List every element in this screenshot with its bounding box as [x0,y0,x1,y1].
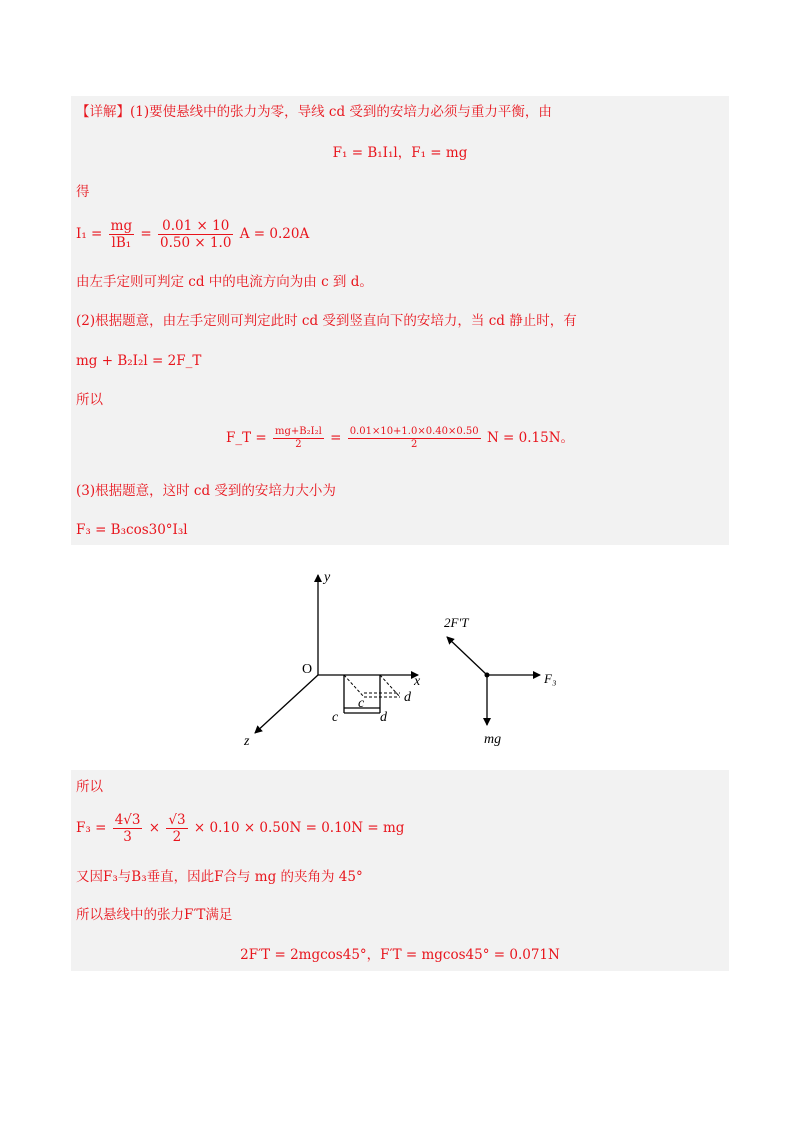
eq2-fraction-2 [158,218,233,251]
eq4-result: N = 0.15N。 [486,430,575,446]
suoyi-2: 所以 [76,779,103,795]
intro-line [76,103,552,121]
eq2-frac2-num: 0.01 × 10 [158,218,233,235]
perpendicular-line: 又因F₃与B₃垂直，因此F合与 mg 的夹角为 45° [76,869,363,885]
z-axis [255,675,318,733]
tension-arrow [447,637,487,675]
solution-block-2 [71,770,729,971]
eq6-times: × [148,820,161,836]
eq6-fraction-1 [113,812,143,845]
solution-block-1 [71,96,729,545]
eq6-fraction-2 [166,812,187,845]
eq4-fraction-1 [273,426,324,451]
eq6-lhs: F₃ = [76,820,107,836]
current-direction-line: 由左手定则可判定 cd 中的电流方向为由 c 到 d。 [76,274,373,290]
f3-label: F₃ [544,671,557,686]
equation-4 [71,426,729,451]
detail-tag: 【详解】 [76,104,130,120]
c-front-label: c [332,710,339,725]
y-label: y [324,570,331,585]
eq2-frac1-den: lB₁ [111,235,132,251]
eq4-frac2-num: 0.01×10+1.0×0.40×0.50 [349,426,479,437]
eq6-frac2-num: √3 [168,812,186,828]
tension-label: 2F′T [444,615,469,630]
tension-line: 所以悬线中的张力F′T满足 [76,907,233,923]
suoyi-1: 所以 [76,392,103,408]
c-back-label: c [358,696,365,711]
part3-line: (3)根据题意，这时 cd 受到的安培力大小为 [76,483,336,499]
equation-2 [76,218,309,251]
part2-line: (2)根据题意，由左手定则可判定此时 cd 受到竖直向下的安培力，当 cd 静止时，有 [76,313,577,329]
eq6-frac2-den: 2 [172,829,182,845]
z-label: z [244,734,250,749]
eq4-fraction-2 [348,426,481,451]
eq2-frac1-num: mg [110,218,133,234]
x-label: x [414,674,421,689]
eq2-lhs: I₁ = [76,226,103,242]
back-left-wire [344,675,364,697]
eq2-equals: = [140,226,152,242]
eq2-frac2-den: 0.50 × 1.0 [160,235,232,251]
force-diagram [240,565,557,755]
de-text: 得 [76,184,90,200]
eq6-frac1-den: 3 [123,829,132,845]
eq2-fraction-1 [109,218,134,251]
eq4-lhs: F_T = [225,430,267,446]
origin-label: O [302,662,313,677]
equation-1: F₁ = B₁I₁l，F₁ = mg [332,145,468,161]
part1-text: (1)要使悬线中的张力为零，导线 cd 受到的安培力必须与重力平衡，由 [130,104,552,120]
d-back-label: d [404,690,411,705]
eq4-frac1-den: 2 [295,439,302,450]
equation-3: mg + B₂I₂l = 2F_T [76,353,202,369]
eq6-tail: × 0.10 × 0.50N = 0.10N = mg [193,820,405,836]
eq4-frac1-num: mg+B₂I₂l [275,426,322,437]
mg-label: mg [484,732,502,747]
eq2-result: A = 0.20A [239,226,310,242]
back-right-wire [380,675,400,697]
equation-7: 2F′T = 2mgcos45°，F′T = mgcos45° = 0.071N [240,947,560,963]
force-origin-point [485,673,490,678]
eq4-frac2-den: 2 [410,439,418,450]
eq4-equals: = [330,430,342,446]
eq6-frac1-num: 4√3 [114,812,141,828]
equation-5: F₃ = B₃cos30°I₃l [76,522,188,538]
equation-6 [76,812,404,845]
d-front-label: d [380,710,387,725]
